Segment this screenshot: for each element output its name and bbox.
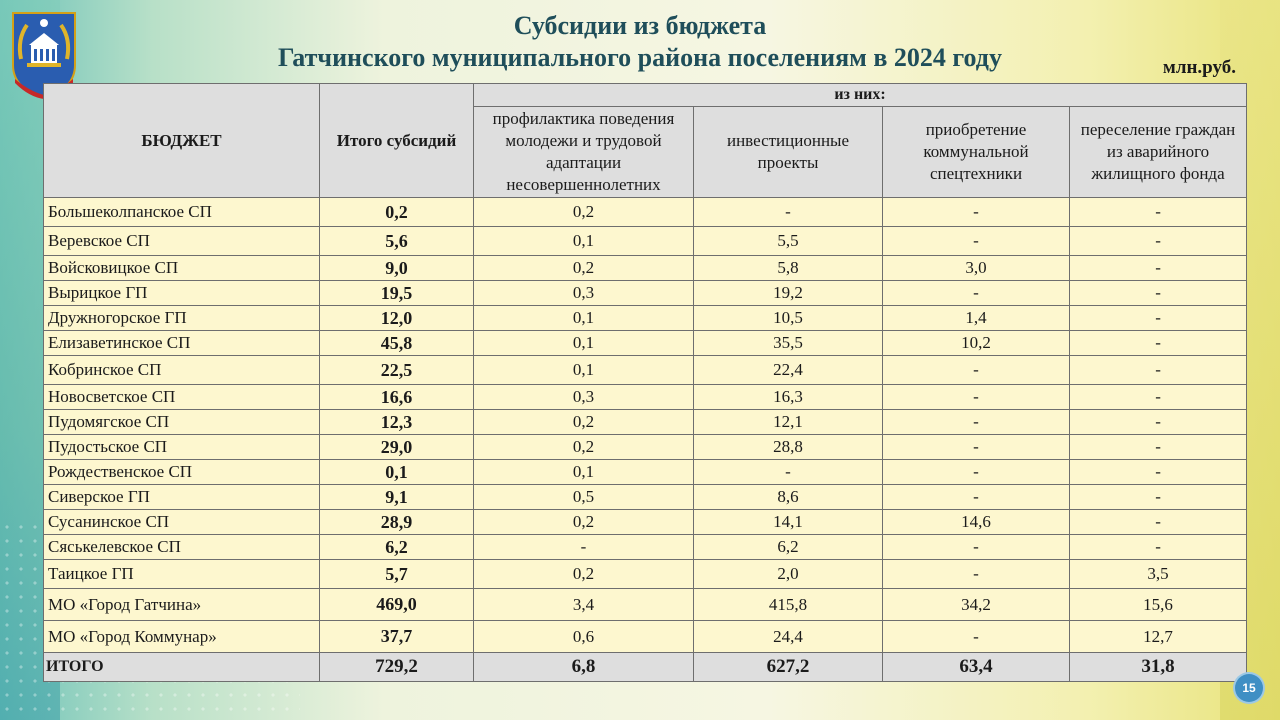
row-total: 5,7 <box>320 560 474 589</box>
table-row <box>44 281 1247 306</box>
row-resettlement: - <box>1070 281 1247 306</box>
row-name: Большеколпанское СП <box>44 198 320 227</box>
row-name: Таицкое ГП <box>44 560 320 589</box>
row-equipment: 1,4 <box>883 306 1070 331</box>
row-investment: 14,1 <box>694 510 883 535</box>
table-row <box>44 435 1247 460</box>
row-youth: 0,2 <box>474 256 694 281</box>
row-equipment: 10,2 <box>883 331 1070 356</box>
row-youth: 3,4 <box>474 589 694 621</box>
row-resettlement: - <box>1070 356 1247 385</box>
row-youth: - <box>474 535 694 560</box>
row-resettlement: - <box>1070 306 1247 331</box>
page-number: 15 <box>1235 674 1263 702</box>
row-equipment: - <box>883 385 1070 410</box>
row-name: Войсковицкое СП <box>44 256 320 281</box>
row-youth: 0,1 <box>474 356 694 385</box>
row-youth: 0,5 <box>474 485 694 510</box>
row-total: 12,3 <box>320 410 474 435</box>
row-equipment: - <box>883 485 1070 510</box>
row-total: 9,0 <box>320 256 474 281</box>
row-equipment: - <box>883 535 1070 560</box>
row-total: 22,5 <box>320 356 474 385</box>
row-resettlement: - <box>1070 256 1247 281</box>
row-total: 16,6 <box>320 385 474 410</box>
table-row <box>44 356 1247 385</box>
header-total: Итого субсидий <box>320 84 474 198</box>
row-youth: 0,2 <box>474 510 694 535</box>
row-investment: 19,2 <box>694 281 883 306</box>
row-resettlement: - <box>1070 331 1247 356</box>
header-municipal-equipment: приобретение коммунальной спецтехники <box>883 107 1070 198</box>
row-investment: 5,8 <box>694 256 883 281</box>
row-youth: 0,1 <box>474 306 694 331</box>
row-youth: 0,2 <box>474 198 694 227</box>
row-investment: 22,4 <box>694 356 883 385</box>
row-investment: 6,2 <box>694 535 883 560</box>
row-total: 0,1 <box>320 460 474 485</box>
row-equipment: - <box>883 281 1070 306</box>
row-youth: 0,2 <box>474 560 694 589</box>
row-name: Сяськелевское СП <box>44 535 320 560</box>
units-label: млн.руб. <box>1162 57 1236 78</box>
row-investment: 12,1 <box>694 410 883 435</box>
table-row <box>44 535 1247 560</box>
row-equipment: - <box>883 560 1070 589</box>
table-row <box>44 589 1247 621</box>
row-youth: 0,2 <box>474 410 694 435</box>
row-resettlement: - <box>1070 385 1247 410</box>
total-row-label: ИТОГО <box>44 653 320 682</box>
row-name: Пудомягское СП <box>44 410 320 435</box>
row-equipment: - <box>883 356 1070 385</box>
total-row-resettlement: 31,8 <box>1070 653 1247 682</box>
table-row <box>44 460 1247 485</box>
row-resettlement: - <box>1070 435 1247 460</box>
row-investment: 2,0 <box>694 560 883 589</box>
row-investment: 35,5 <box>694 331 883 356</box>
row-name: Сусанинское СП <box>44 510 320 535</box>
row-total: 6,2 <box>320 535 474 560</box>
row-total: 28,9 <box>320 510 474 535</box>
row-investment: 28,8 <box>694 435 883 460</box>
row-resettlement: 12,7 <box>1070 621 1247 653</box>
table-row <box>44 227 1247 256</box>
row-youth: 0,2 <box>474 435 694 460</box>
row-equipment: - <box>883 227 1070 256</box>
row-investment: 8,6 <box>694 485 883 510</box>
row-name: МО «Город Коммунар» <box>44 621 320 653</box>
row-name: МО «Город Гатчина» <box>44 589 320 621</box>
row-name: Сиверское ГП <box>44 485 320 510</box>
row-resettlement: - <box>1070 485 1247 510</box>
row-resettlement: - <box>1070 510 1247 535</box>
row-resettlement: - <box>1070 460 1247 485</box>
total-row <box>44 653 1247 682</box>
row-investment: - <box>694 198 883 227</box>
table-row <box>44 510 1247 535</box>
row-total: 12,0 <box>320 306 474 331</box>
table-row <box>44 621 1247 653</box>
row-total: 5,6 <box>320 227 474 256</box>
row-total: 9,1 <box>320 485 474 510</box>
table-row <box>44 485 1247 510</box>
row-equipment: - <box>883 621 1070 653</box>
total-row-youth: 6,8 <box>474 653 694 682</box>
row-youth: 0,1 <box>474 227 694 256</box>
row-investment: 16,3 <box>694 385 883 410</box>
row-investment: 415,8 <box>694 589 883 621</box>
header-resettlement: переселение граждан из аварийного жилищного фонда <box>1070 107 1247 198</box>
row-equipment: 3,0 <box>883 256 1070 281</box>
row-name: Дружногорское ГП <box>44 306 320 331</box>
table-row <box>44 410 1247 435</box>
row-youth: 0,6 <box>474 621 694 653</box>
row-youth: 0,3 <box>474 281 694 306</box>
row-investment: 10,5 <box>694 306 883 331</box>
row-resettlement: - <box>1070 535 1247 560</box>
row-total: 45,8 <box>320 331 474 356</box>
row-equipment: - <box>883 435 1070 460</box>
row-name: Пудостьское СП <box>44 435 320 460</box>
table-row <box>44 198 1247 227</box>
row-total: 469,0 <box>320 589 474 621</box>
total-row-investment: 627,2 <box>694 653 883 682</box>
row-name: Новосветское СП <box>44 385 320 410</box>
total-row-total: 729,2 <box>320 653 474 682</box>
row-total: 37,7 <box>320 621 474 653</box>
header-budget: БЮДЖЕТ <box>44 84 320 198</box>
header-investment-projects: инвестиционные проекты <box>694 107 883 198</box>
table-row <box>44 306 1247 331</box>
row-investment: - <box>694 460 883 485</box>
table-row <box>44 331 1247 356</box>
row-resettlement: - <box>1070 227 1247 256</box>
row-equipment: - <box>883 460 1070 485</box>
row-name: Елизаветинское СП <box>44 331 320 356</box>
row-name: Кобринское СП <box>44 356 320 385</box>
row-resettlement: - <box>1070 198 1247 227</box>
row-youth: 0,1 <box>474 460 694 485</box>
header-youth-prevention: профилактика поведения молодежи и трудовой адаптации несовершеннолетних <box>474 107 694 198</box>
row-name: Рождественское СП <box>44 460 320 485</box>
row-equipment: 34,2 <box>883 589 1070 621</box>
row-name: Вырицкое ГП <box>44 281 320 306</box>
row-equipment: 14,6 <box>883 510 1070 535</box>
subsidies-table <box>43 83 1247 682</box>
page-title <box>130 10 1150 74</box>
row-total: 0,2 <box>320 198 474 227</box>
row-investment: 5,5 <box>694 227 883 256</box>
row-total: 29,0 <box>320 435 474 460</box>
table-row <box>44 385 1247 410</box>
title-line-1: Субсидии из бюджета <box>513 11 767 40</box>
row-equipment: - <box>883 410 1070 435</box>
table-row <box>44 256 1247 281</box>
row-total: 19,5 <box>320 281 474 306</box>
header-group: из них: <box>474 84 1247 107</box>
title-line-2: Гатчинского муниципального района поселениям в 2024 году <box>278 43 1002 72</box>
row-youth: 0,3 <box>474 385 694 410</box>
total-row-equipment: 63,4 <box>883 653 1070 682</box>
row-resettlement: - <box>1070 410 1247 435</box>
row-name: Веревское СП <box>44 227 320 256</box>
row-resettlement: 3,5 <box>1070 560 1247 589</box>
row-equipment: - <box>883 198 1070 227</box>
row-investment: 24,4 <box>694 621 883 653</box>
table-row <box>44 560 1247 589</box>
row-youth: 0,1 <box>474 331 694 356</box>
row-resettlement: 15,6 <box>1070 589 1247 621</box>
